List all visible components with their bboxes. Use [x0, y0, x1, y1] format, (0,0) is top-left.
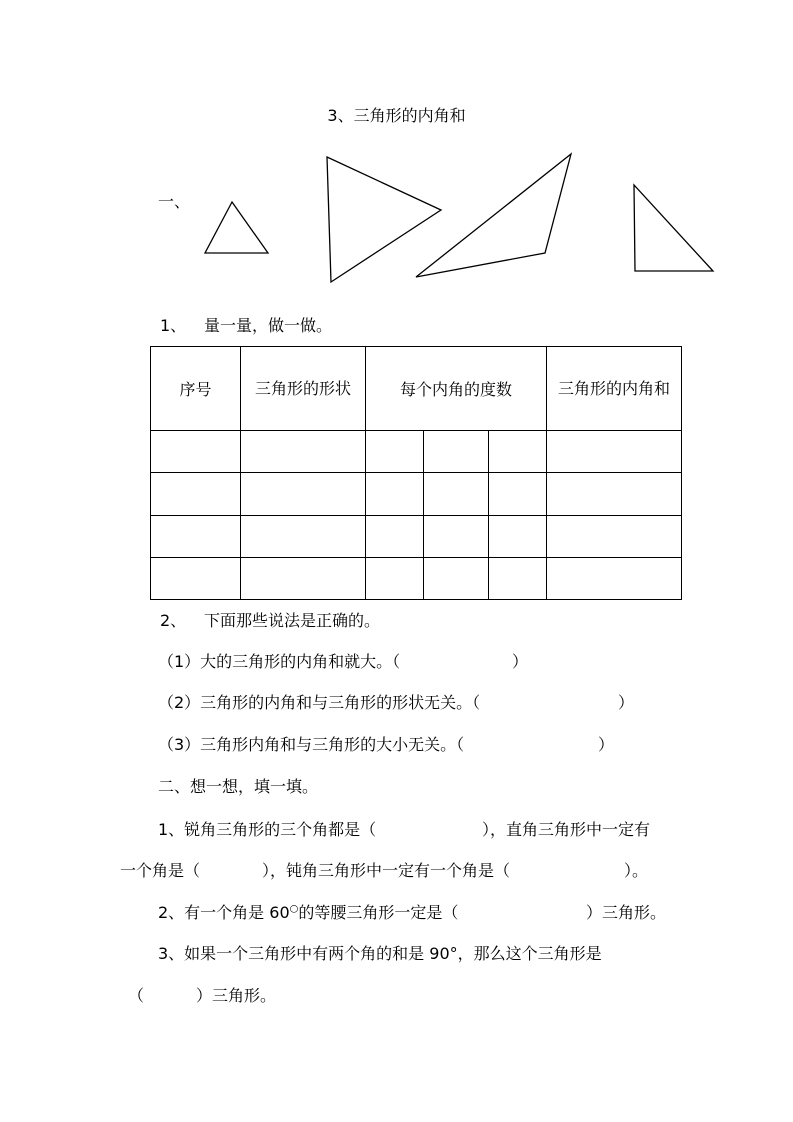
- fill-2-a: 2、有一个角是 60: [158, 903, 290, 922]
- header-angle-degrees: 每个内角的度数: [366, 347, 547, 431]
- header-angle-sum: 三角形的内角和: [547, 347, 682, 431]
- measurement-table: [150, 346, 682, 600]
- header-number: 序号: [151, 347, 241, 431]
- statement-1-close: ）: [512, 652, 529, 671]
- table-cell[interactable]: [241, 515, 366, 557]
- table-cell[interactable]: [489, 515, 547, 557]
- table-cell[interactable]: [489, 557, 547, 599]
- section-two-heading: 二、想一想，填一填。: [158, 777, 319, 796]
- table-cell[interactable]: [424, 473, 489, 515]
- table-cell[interactable]: [424, 431, 489, 473]
- table-cell[interactable]: [424, 557, 489, 599]
- page-title: 3、三角形的内角和: [327, 106, 466, 125]
- question-2-label: 2、: [160, 611, 187, 630]
- fill-1-line1-b: ），直角三角形中一定有: [482, 820, 651, 839]
- statement-3: （3）三角形内角和与三角形的大小无关。（: [158, 735, 465, 754]
- table-cell[interactable]: [241, 431, 366, 473]
- header-shape: 三角形的形状: [241, 347, 366, 431]
- statement-2: （2）三角形的内角和与三角形的形状无关。（: [158, 693, 481, 712]
- triangles-figure: [0, 0, 793, 300]
- right-triangle: [634, 185, 713, 271]
- section-one-label: 一、: [158, 192, 191, 211]
- statement-1: （1）大的三角形的内角和就大。（: [158, 652, 401, 671]
- large-acute-triangle: [327, 157, 441, 282]
- table-cell[interactable]: [547, 431, 682, 473]
- fill-2-line: [158, 903, 458, 922]
- table-cell[interactable]: [547, 557, 682, 599]
- table-cell[interactable]: [366, 515, 424, 557]
- fill-3-line2-b: ）三角形。: [196, 986, 277, 1005]
- table-cell[interactable]: [151, 431, 241, 473]
- question-1-label: 1、: [160, 316, 187, 335]
- small-acute-triangle: [205, 202, 268, 253]
- table-cell[interactable]: [547, 473, 682, 515]
- fill-1-line2-c: ）。: [624, 861, 649, 880]
- obtuse-triangle: [416, 154, 571, 277]
- table-cell[interactable]: [366, 557, 424, 599]
- question-1-text: 量一量，做一做。: [204, 316, 333, 335]
- fill-3-line1: 3、如果一个三角形中有两个角的和是 90°，那么这个三角形是: [158, 944, 602, 963]
- fill-2-c: ）三角形。: [586, 903, 667, 922]
- table-cell[interactable]: [547, 515, 682, 557]
- fill-1-line1-a: 1、锐角三角形的三个角都是（: [158, 820, 377, 839]
- table-cell[interactable]: [489, 431, 547, 473]
- table-cell[interactable]: [489, 473, 547, 515]
- table-cell[interactable]: [241, 557, 366, 599]
- table-cell[interactable]: [366, 473, 424, 515]
- fill-1-line2-b: ），钝角三角形中一定有一个角是（: [262, 861, 511, 880]
- statement-2-close: ）: [618, 693, 635, 712]
- question-2-text: 下面那些说法是正确的。: [204, 611, 381, 630]
- fill-1-line2-a: 一个角是（: [120, 861, 201, 880]
- fill-3-line2-a: （: [128, 986, 145, 1005]
- statement-3-close: ）: [598, 735, 615, 754]
- degree-symbol: ○: [289, 903, 299, 915]
- table-cell[interactable]: [151, 557, 241, 599]
- table-cell[interactable]: [151, 515, 241, 557]
- table-cell[interactable]: [424, 515, 489, 557]
- table-cell[interactable]: [241, 473, 366, 515]
- table-cell[interactable]: [366, 431, 424, 473]
- fill-2-b: 的等腰三角形一定是（: [298, 903, 459, 922]
- table-cell[interactable]: [151, 473, 241, 515]
